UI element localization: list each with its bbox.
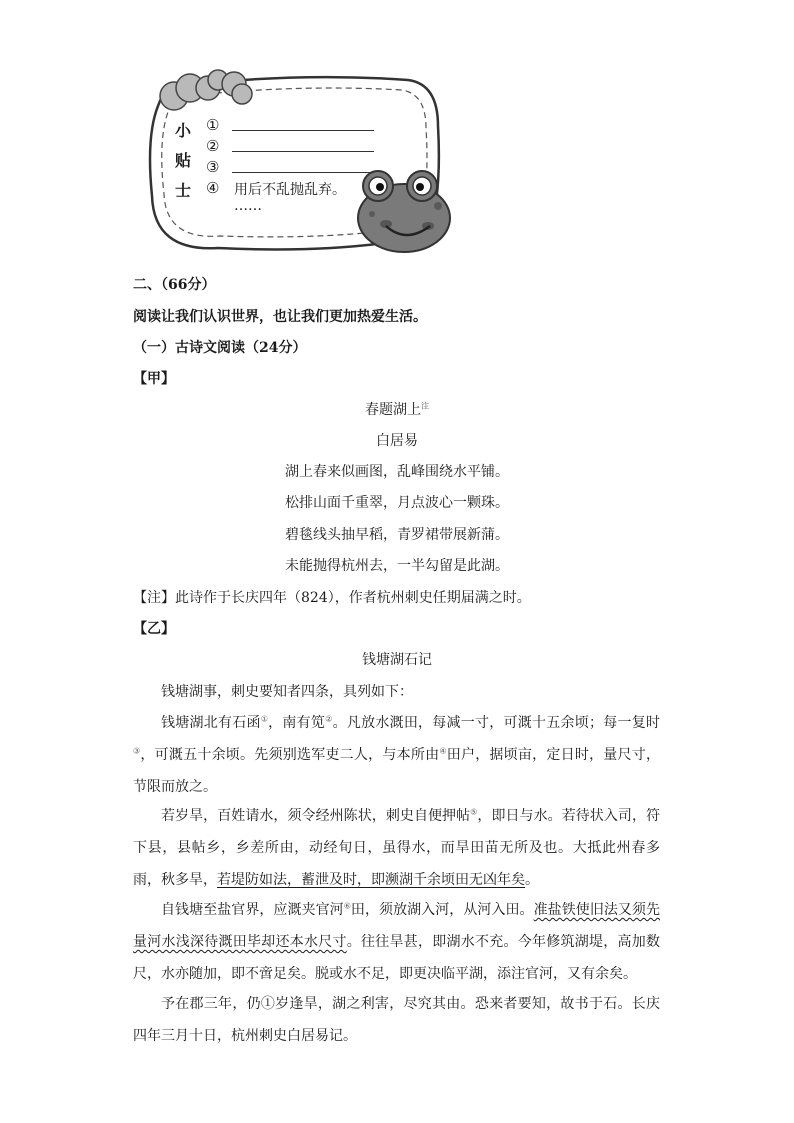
tip-blank-line (232, 130, 374, 131)
note-marker: ② (325, 714, 333, 724)
poem-line: 松排山面千重翠，月点波心一颗珠。 (285, 495, 509, 511)
tip-blank-line (232, 172, 374, 173)
tip-number: ① (206, 116, 220, 134)
passage-label-yi: 【乙】 (133, 621, 175, 637)
note-marker: 注 (421, 401, 429, 411)
tip-text: 用后不乱抛乱弃。 (234, 182, 346, 198)
frog-icon (358, 171, 450, 252)
tip-number: ④ (206, 179, 220, 197)
tip-label-char: 贴 (174, 151, 191, 170)
tip-label-char: 小 (174, 121, 191, 140)
tip-number: ③ (206, 158, 220, 176)
tip-number: ② (206, 137, 220, 155)
subsection-heading: （一）古诗文阅读（24分） (133, 340, 307, 356)
section-intro: 阅读让我们认识世界，也让我们更加热爱生活。 (133, 309, 427, 325)
poem-line: 碧毯线头抽早稻，青罗裙带展新蒲。 (285, 527, 509, 543)
poem-author: 白居易 (376, 433, 418, 449)
tip-blank-line (232, 151, 374, 152)
tip-label-char: 士 (174, 181, 191, 200)
poem-title: 春题湖上$^注$ (365, 401, 429, 418)
passage-label-jia: 【甲】 (133, 371, 175, 387)
prose-paragraph: 予在郡三年，仍①岁逢旱，湖之利害，尽究其由。恐来者要知，故书于石。长庆四年三月十日，杭州刺史白居易记。 (133, 996, 660, 1044)
prose-paragraph: 若岁旱，百姓请水，须令经州陈状，刺史自便押帖⑤，即日与水。若待状入司，符下县，县帖乡，乡差所由，动经旬日，虽得水，而旱田苗无所及也。大抵此州春多雨，秋多旱，若堤防如法，蓄泄及时，即濒湖千余顷田无凶年矣。 (133, 807, 661, 888)
tip-ellipsis: …… (234, 198, 262, 214)
note-marker: ⑥ (343, 901, 351, 911)
prose-title: 钱塘湖石记 (362, 652, 432, 668)
poem-line: 湖上春来似画图，乱峰围绕水平铺。 (285, 464, 509, 480)
underlined-sentence: 若堤防如法，蓄泄及时，即濒湖千余顷田无凶年矣 (217, 872, 525, 888)
section-heading: 二、（66分） (133, 277, 216, 293)
poem-note: 【注】此诗作于长庆四年（824），作者杭州刺史任期届满之时。 (133, 590, 531, 606)
note-marker: ④ (439, 746, 447, 756)
prose-paragraph: 钱塘湖事，刺史要知者四条，具列如下： (161, 684, 413, 700)
wavy-underlined-sentence: 准盐铁使旧法又须先量河水浅深待溉田毕却还本水尺寸 (133, 902, 661, 950)
poem-line: 未能抛得杭州去，一半勾留是此湖。 (285, 558, 509, 574)
prose-paragraph: 自钱塘至盐官界，应溉夹官河⑥田，须放湖入河，从河入田。准盐铁使旧法又须先量河水浅深待溉田毕却还本水尺寸。往往旱甚，即湖水不充。今年修筑湖堤，高加数尺，水亦随加，即不啻足矣。脱或水不足，即更决临平湖，添注官河，又有余矣。 (133, 901, 661, 982)
note-marker: ⑤ (470, 807, 478, 817)
note-marker: ① (260, 714, 269, 724)
prose-paragraph: 钱塘湖北有石函①，南有笕②。凡放水溉田，每减一寸，可溉十五余顷；每一复时③，可溉五十余顷。先须别选军吏二人，与本所由④田户，据顷亩，定日时，量尺寸，节限而放之。 (133, 714, 661, 795)
note-marker: ③ (133, 746, 141, 756)
